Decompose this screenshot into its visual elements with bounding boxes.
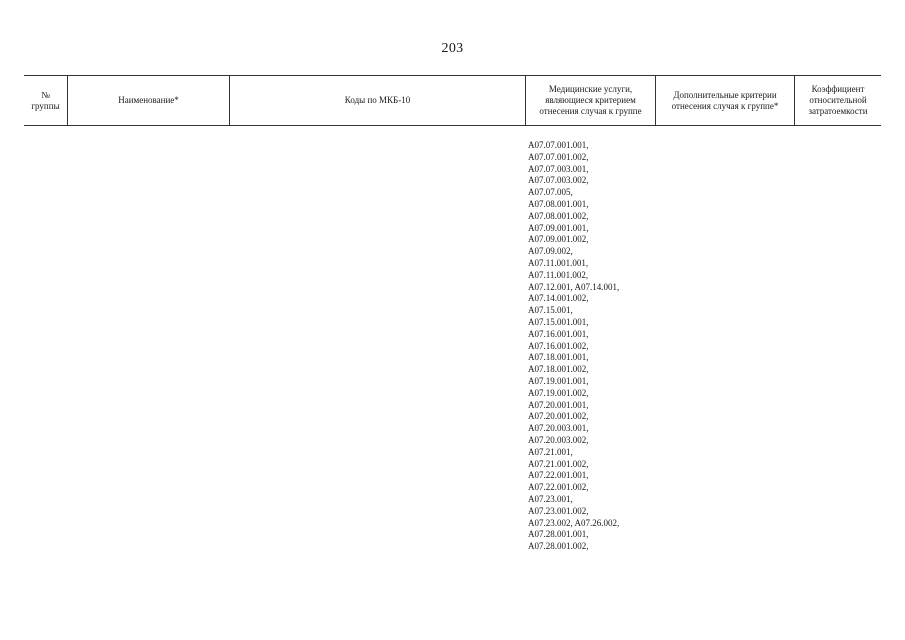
service-code-item: A07.22.001.001, bbox=[528, 470, 589, 481]
table-header bbox=[24, 75, 881, 126]
service-code-item: A07.20.001.001, bbox=[528, 399, 589, 410]
service-code-item: A07.20.003.002, bbox=[528, 434, 589, 445]
service-code-item: A07.07.003.002, bbox=[528, 175, 589, 186]
service-codes-list bbox=[528, 140, 619, 553]
service-code-item: A07.08.001.002, bbox=[528, 210, 589, 221]
service-code-item: A07.21.001.002, bbox=[528, 458, 589, 469]
service-code-item: A07.16.001.001, bbox=[528, 328, 589, 339]
service-code-item: A07.09.001.002, bbox=[528, 234, 589, 245]
service-code-item: A07.11.001.001, bbox=[528, 257, 589, 268]
service-code-item: A07.07.001.001, bbox=[528, 140, 589, 150]
service-code-item: A07.16.001.002, bbox=[528, 340, 589, 351]
header-group-number: № группы bbox=[24, 76, 68, 125]
header-coefficient: Коэффициент относительной затратоемкости bbox=[808, 84, 868, 116]
header-additional-criteria: Дополнительные критерии отнесения случая к группе* bbox=[656, 76, 795, 125]
service-code-item: A07.18.001.001, bbox=[528, 352, 589, 363]
service-code-item: A07.19.001.002, bbox=[528, 387, 589, 398]
service-code-item: A07.23.001, bbox=[528, 493, 573, 504]
service-code-item: A07.07.005, bbox=[528, 187, 573, 198]
header-medical-services: Медицинские услуги, являющиеся критерием отнесения случая к группе bbox=[526, 76, 656, 125]
service-code-item: A07.22.001.002, bbox=[528, 482, 589, 493]
service-code-item: A07.08.001.001, bbox=[528, 198, 589, 209]
service-code-item: A07.20.001.002, bbox=[528, 411, 589, 422]
service-code-item: A07.12.001, A07.14.001, bbox=[528, 281, 620, 292]
service-code-item: A07.15.001.001, bbox=[528, 316, 589, 327]
header-mkb-codes: Коды по МКБ-10 bbox=[230, 76, 526, 125]
service-code-item: A07.15.001, bbox=[528, 305, 573, 316]
service-code-item: A07.11.001.002, bbox=[528, 269, 589, 280]
service-code-item: A07.07.003.001, bbox=[528, 163, 589, 174]
service-code-item: A07.09.002, bbox=[528, 246, 573, 257]
service-code-item: A07.14.001.002, bbox=[528, 293, 589, 304]
service-code-item: A07.23.002, A07.26.002, bbox=[528, 517, 620, 528]
service-code-item: A07.28.001.002, bbox=[528, 541, 589, 552]
page-number: 203 bbox=[441, 41, 464, 56]
service-code-item: A07.20.003.001, bbox=[528, 423, 589, 434]
service-code-item: A07.23.001.002, bbox=[528, 505, 589, 516]
service-code-item: A07.18.001.002, bbox=[528, 364, 589, 375]
header-name: Наименование* bbox=[68, 76, 230, 125]
service-code-item: A07.21.001, bbox=[528, 446, 573, 457]
service-code-item: A07.09.001.001, bbox=[528, 222, 589, 233]
service-code-item: A07.19.001.001, bbox=[528, 375, 589, 386]
service-code-item: A07.28.001.001, bbox=[528, 529, 589, 540]
service-code-item: A07.07.001.002, bbox=[528, 151, 589, 162]
